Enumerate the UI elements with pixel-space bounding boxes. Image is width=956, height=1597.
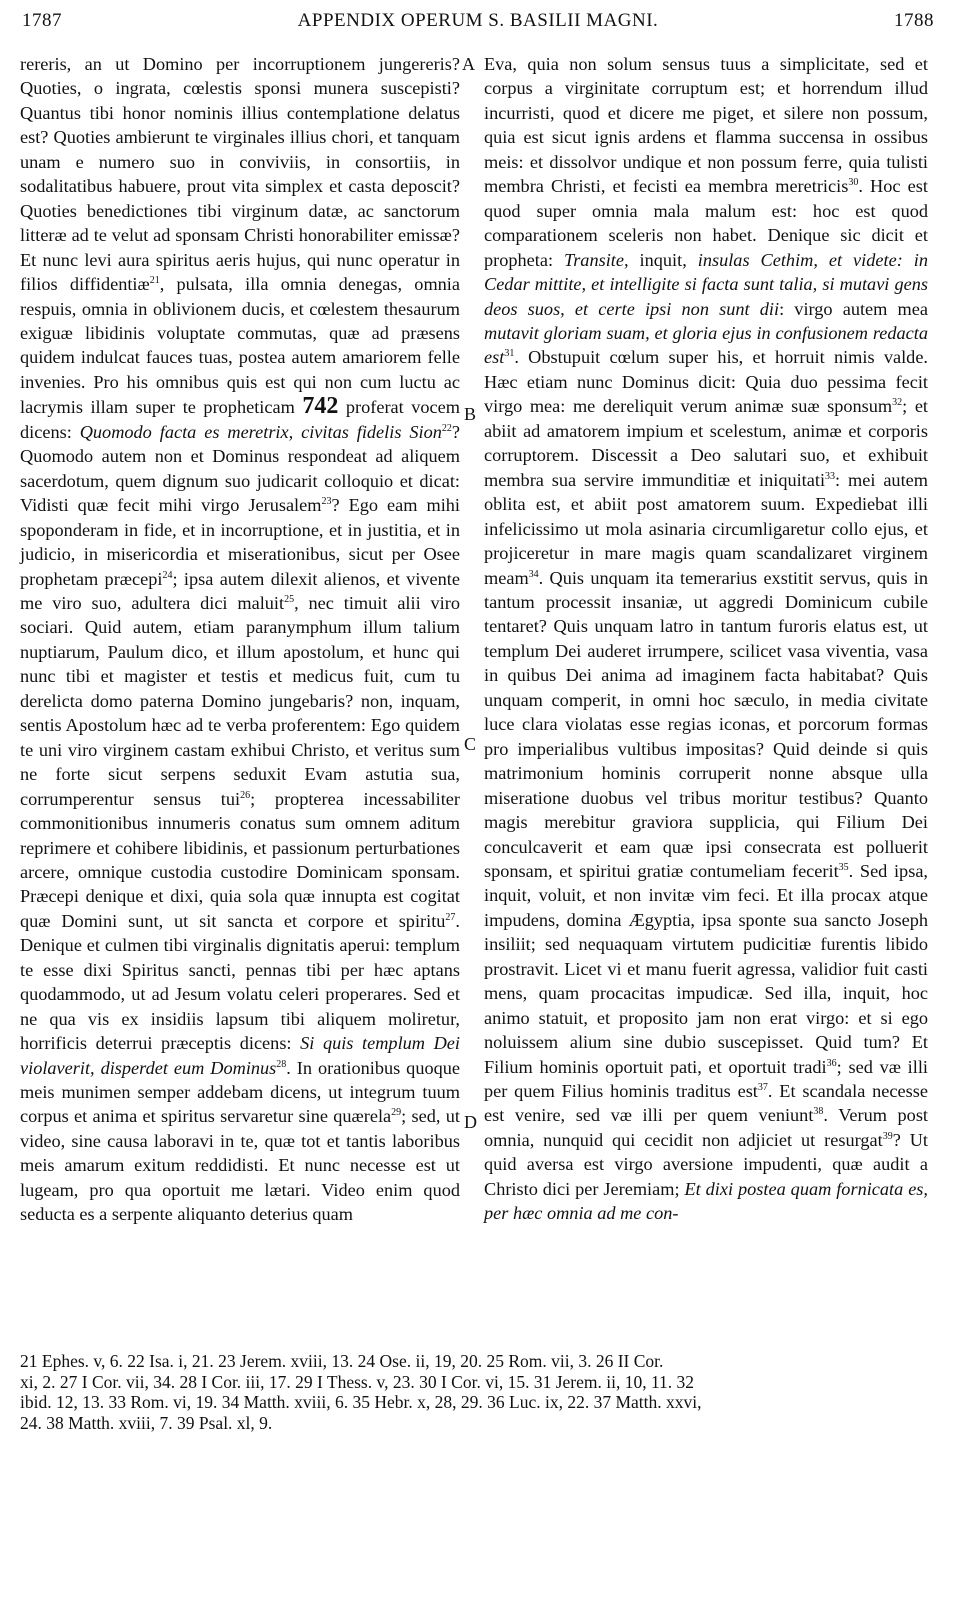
- footnote-line: ibid. 12, 13. 33 Rom. vi, 19. 34 Matth. xviii, 6. 35 Hebr. x, 28, 29. 36 Luc. ix, 22. 37 Matth. xxvi,: [20, 1392, 702, 1412]
- footnotes: [20, 1351, 934, 1433]
- left-column-text: rereris, an ut Domino per incorruptionem jungereris? Quoties, o ingrata, cœlestis sponsi munera suscepisti? Quantus tibi honor nominis illius contemplatione delatus est? Quoties ambierunt te virginales illius chori, et tanquam unam e numero suo in conviviis, in consortiis, in sodalitatibus habuere, prout vita simplex et casta deposcit? Quoties benedictiones tibi virginum datæ, ac sanctorum litteræ ad te velut ad sponsam Christi honorabiliter emissæ? Et nunc levi aura spiritus aeris hujus, qui nunc operatur in filios diffidentiæ$^{21}$, pulsata, illa omnia denegas, omnia respuis, omnia in oblivionem ducis, et cœlestem thesaurum exiguæ libidinis voluptate commutas, quæ ad præsens quidem indulcat fauces tuas, postea autem amariorem felle invenies. Pro his omnibus quis est qui non cum luctu ac lacrymis illam super te propheticam 742 proferat vocem dicens: Quomodo facta es meretrix, civitas fidelis Sion$^{22}$? Quomodo autem non et Dominus respondeat ad aliquem sacerdotum, quem dignum suo judicarit colloquio et dicat: Vidisti quæ fecit mihi virgo Jerusalem$^{23}$? Ego eam mihi spoponderam in fide, et in incorruptione, et in justitia, et in judicio, in misericordia et miserationibus, sicut per Osee prophetam præcepi$^{24}$; ipsa autem dilexit alienos, et vivente me viro suo, adultera dici maluit$^{25}$, nec timuit alii viro sociari. Quid autem, etiam paranymphum illum talium nuptiarum, Paulum dico, et illum apostolum, et hunc qui nunc tibi et magister et testis et medicus fuit, cum tu derelicta domo paterna Domino jungebaris? non, inquam, sentis Apostolum hæc ad te verba proferentem: Ego quidem te uni viro virginem castam exhibui Christo, et veritus sum ne forte sicut serpens seduxit Evam astutia sua, corrumperentur sensus tui$^{26}$; propterea incessabiliter commonitionibus innumeris conatus sum omnem aditum reprimere et cohibere libidinis, et passionum perturbationes arcere, omnique custodia custodire Dominicam sponsam. Præcepi denique et dixi, quia sola quæ innupta est cogitat quæ Domini sunt, ut sit sancta et corpore et spiritu$^{27}$. Denique et culmen tibi virginalis dignitatis aperui: templum te esse dixi Spiritus sancti, pennas tibi per hæc aptans quodammodo, ut ad Jesum volatu celeri properares. Sed et ne qua vis ex insidiis lapsum tibi aliquem moliretur, horrificis deterrui præceptis dicens: Si quis templum Dei violaverit, disperdet eum Dominus$^{28}$. In orationibus quoque meis munimen semper addebam dicens, ut integrum tuum corpus et anima et spiritus servaretur sine quærela$^{29}$; sed, ut video, sine causa laboravi in te, quæ tot et tantis laboribus meis amarum exitum reddidisti. Et nunc necesse est ut lugeam, pro qua oportuit me lætari. Video enim quod seducta es a serpente aliquanto deterius quam: [20, 54, 461, 1225]
- running-header: [22, 10, 934, 44]
- footnote-line: xi, 2. 27 I Cor. vii, 34. 28 I Cor. iii, 17. 29 I Thess. v, 23. 30 I Cor. vi, 15. 31 Jerem. ii, 10, 11. 32: [20, 1371, 695, 1392]
- section-marker-b: B: [464, 404, 477, 424]
- footnote-line: 21 Ephes. v, 6. 22 Isa. i, 21. 23 Jerem. xviii, 13. 24 Ose. ii, 19, 20. 25 Rom. vii, 3. 26 II Cor.: [20, 1351, 664, 1371]
- section-marker-a: A: [462, 54, 475, 74]
- running-title: APPENDIX OPERUM S. BASILII MAGNI.: [297, 10, 659, 31]
- footnote-line: 24. 38 Matth. xviii, 7. 39 Psal. xl, 9.: [20, 1412, 273, 1433]
- right-column-text: Eva, quia non solum sensus tuus a simplicitate, sed et corpus a virginitate corruptum est; et horrendum illud incurristi, quod et dicere me piget, et silere non possum, quia est sicut ignis ardens et flamma succensa in ossibus meis: et dissolvor undique et non possum ferre, quia tulisti membra Christi, et fecisti ea membra meretricis$^{30}$. Hoc est quod super omnia mala malum est: hoc est quod comparationem sceleris non habet. Denique sic dicit et propheta: Transite, inquit, insulas Cethim, et videte: in Cedar mittite, et intelligite si facta sunt talia, si mutavi gens deos suos, et certe ipsi non sunt dii: virgo autem mea mutavit gloriam suam, et gloria ejus in confusionem redacta est$^{31}$. Obstupuit cœlum super his, et horruit nimis valde. Hæc etiam nunc Dominus dicit: Quia duo pessima fecit virgo mea: me dereliquit verum animæ suæ sponsum$^{32}$; et abiit ad amatorem impium et scelestum, animæ et corporis corruptorem. Discessit a Deo salutari suo, et exhibuit membra sua servire immunditiæ et iniquitati$^{33}$: mei autem oblita est, et abiit post amatorem suum. Expediebat illi infelicissimo ut mola asinaria circumligaretur collo ejus, et projiceretur in mare magis quam scandalizaret virginem meam$^{34}$. Quis unquam ita temerarius exstitit servus, quis in tantum processit insaniæ, ut aggredi Dominicum cubile tentaret? Quis unquam latro in tantum furoris elatus est, ut templum Dei auderet irrumpere, scilicet vasa viventia, vasa in quibus Dei anima ad imaginem facta habitabat? Quis unquam comperit, in omni hoc sæculo, in media civitate luce clara violatas esse regias iconas, et porcorum formas pro imperialibus vultibus impositas? Quid deinde si quis matrimonium hominis corruperit nonne absque ulla miseratione duobus vel tribus moritur testibus? Quanto magis merebitur graviora supplicia, qui Filium Dei conculcaverit et eam quæ ipsi consecrata est polluerit sponsam, et spiritui gratiæ contumeliam fecerit$^{35}$. Sed ipsa, inquit, voluit, et non invitæ vim feci. Et illa procax atque impudens, domina Ægyptia, ipsa sponte sua sancto Joseph insiliit; sed nequaquam virtutem pudicitiæ furentis libido prostravit. Licet vi et manu fuerit agressa, validior fuit casti mens, quam procacitas impudicæ. Sed illa, inquit, hoc animo statuit, et proposito jam non erat virgo: et si ego noluissem alium sine dubio suscepisset. Quid tum? Et Filium hominis oportuit pati, et oportuit tradi$^{36}$; sed væ illi per quem Filius hominis traditus est$^{37}$. Et scandala necesse est venire, sed væ illi per quem veniunt$^{38}$. Verum post omnia, nunquid qui cecidit non adjiciet ut resurgat$^{39}$? Ut quid aversa est virgo aversione impudenti, quæ audit a Christo dici per Jeremiam; Et dixi postea quam fornicata es, per hæc omnia ad me con-: [484, 54, 929, 1224]
- right-column: [484, 52, 928, 1226]
- column-number: 742: [302, 393, 339, 420]
- right-page-number: 1788: [894, 10, 934, 31]
- left-page-number: 1787: [22, 10, 62, 31]
- section-marker-d: D: [464, 1112, 477, 1132]
- section-marker-c: C: [464, 734, 477, 754]
- left-column: [20, 52, 460, 1227]
